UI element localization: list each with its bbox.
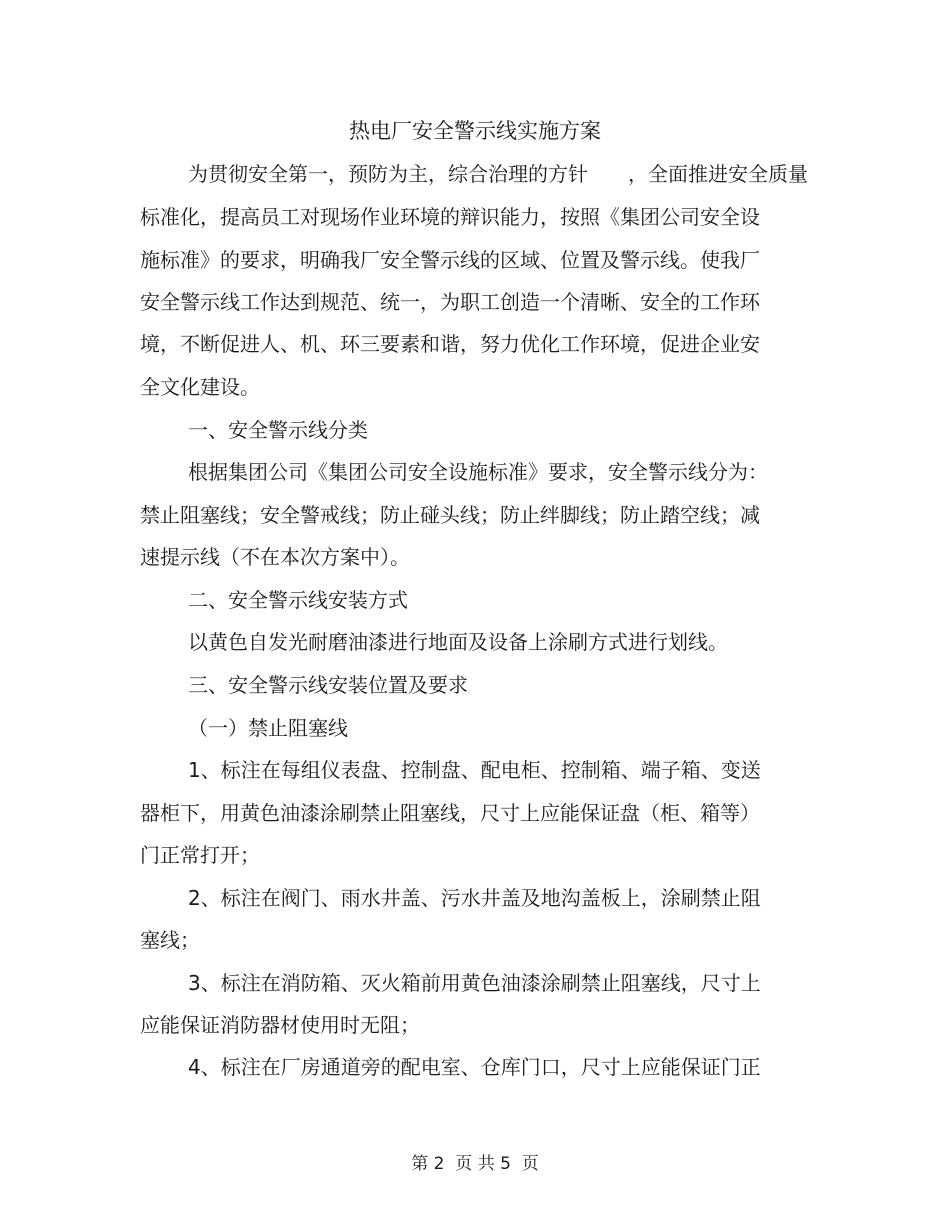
body-line: 1、标注在每组仪表盘、控制盘、配电柜、控制箱、端子箱、变送 [188,758,761,782]
section-heading: 一、安全警示线分类 [188,418,368,442]
page-number-footer: 第 2 页 共 5 页 [411,1154,539,1174]
body-line: 速提示线（不在本次方案中）。 [140,545,410,569]
body-line: 禁止阻塞线；安全警戒线；防止碰头线；防止绊脚线；防止踏空线；减 [140,503,760,527]
body-line: 4、标注在厂房通道旁的配电室、仓库门口，尺寸上应能保证门正 [188,1055,761,1079]
body-line: 器柜下，用黄色油漆涂刷禁止阻塞线，尺寸上应能保证盘（柜、箱等） [140,801,760,825]
body-line: 境，不断促进人、机、环三要素和谐，努力优化工作环境，促进企业安 [140,332,760,356]
body-line: 标准化，提高员工对现场作业环境的辩识能力，按照《集团公司安全设 [140,205,760,229]
body-line: 以黄色自发光耐磨油漆进行地面及设备上涂刷方式进行划线。 [188,630,728,654]
body-line: 为贯彻安全第一，预防为主，综合治理的方针 ，全面推进安全质量 [188,162,808,186]
body-line: 塞线； [140,928,200,952]
body-line: 应能保证消防器材使用时无阻； [140,1013,420,1037]
page-title: 热电厂安全警示线实施方案 [349,119,601,143]
body-line: 门正常打开； [140,843,260,867]
section-heading: 三、安全警示线安装位置及要求 [188,673,468,697]
body-line: 施标准》的要求，明确我厂安全警示线的区域、位置及警示线。使我厂 [140,248,760,272]
body-line: 安全警示线工作达到规范、统一，为职工创造一个清晰、安全的工作环 [140,290,760,314]
subsection-heading: （一）禁止阻塞线 [188,716,348,740]
body-line: 根据集团公司《集团公司安全设施标准》要求，安全警示线分为： [188,460,768,484]
body-line: 2、标注在阀门、雨水井盖、污水井盖及地沟盖板上，涂刷禁止阻 [188,886,761,910]
section-heading: 二、安全警示线安装方式 [188,588,408,612]
body-line: 全文化建设。 [140,375,260,399]
body-line: 3、标注在消防箱、灭火箱前用黄色油漆涂刷禁止阻塞线，尺寸上 [188,971,761,995]
